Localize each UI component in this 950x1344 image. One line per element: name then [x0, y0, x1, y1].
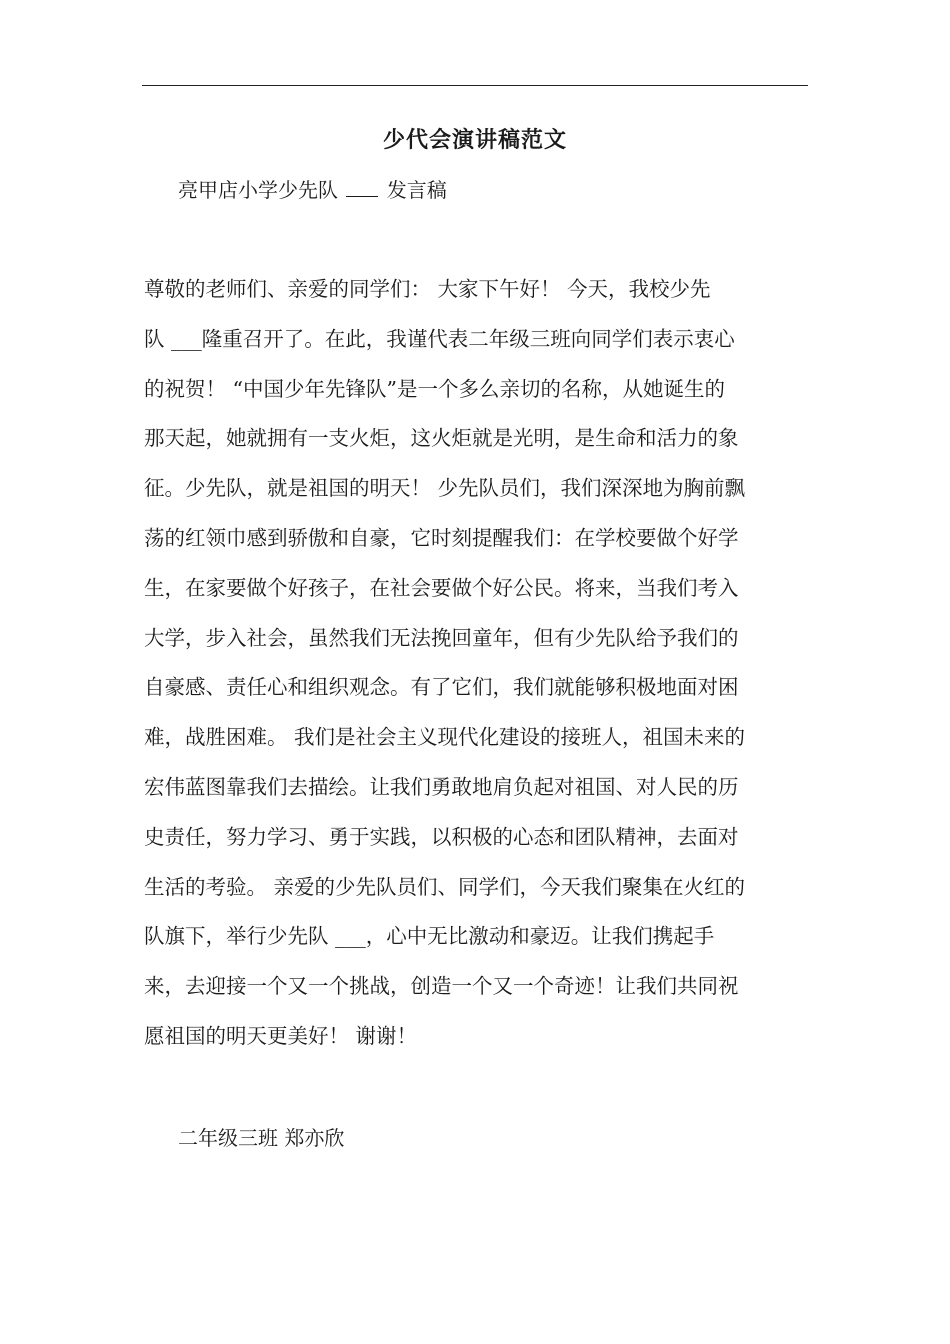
document-title: 少代会演讲稿范文 [382, 127, 567, 153]
speech-line: 愿祖国的明天更美好！ 谢谢！ [144, 1023, 418, 1048]
subtitle-blank [346, 178, 378, 197]
subtitle-prefix: 亮甲店小学少先队 [178, 178, 338, 202]
speech-line: 尊敬的老师们、亲爱的同学们： 大家下午好！ 今天，我校少先 [144, 277, 711, 301]
speech-line: 来，去迎接一个又一个挑战，创造一个又一个奇迹！让我们共同祝 [144, 974, 739, 999]
speech-line: 史责任，努力学习、勇于实践，以积极的心态和团队精神，去面对 [144, 824, 739, 849]
speech-line: 荡的红领巾感到骄傲和自豪，它时刻提醒我们：在学校要做个好学 [144, 525, 739, 550]
speech-line: 难，战胜困难。 我们是社会主义现代化建设的接班人，祖国未来的 [144, 725, 746, 750]
speech-line: 生活的考验。 亲爱的少先队员们、同学们，今天我们聚集在火红的 [144, 874, 746, 899]
speech-line: 那天起，她就拥有一支火炬，这火炬就是光明，是生命和活力的象 [144, 426, 739, 451]
signature: 二年级三班 郑亦欣 [178, 1126, 345, 1150]
header-rule [142, 85, 808, 86]
speech-line: 大学，步入社会，虽然我们无法挽回童年，但有少先队给予我们的 [144, 625, 739, 650]
speech-line: 队 ___隆重召开了。在此，我谨代表二年级三班向同学们表示衷心 [144, 326, 735, 351]
speech-line: 自豪感、责任心和组织观念。有了它们，我们就能够积极地面对困 [144, 675, 739, 700]
speech-line: 征。少先队，就是祖国的明天！ 少先队员们，我们深深地为胸前飘 [144, 476, 746, 501]
speech-line: 队旗下，举行少先队 ___，心中无比激动和豪迈。让我们携起手 [144, 924, 715, 949]
speech-body [144, 265, 809, 1062]
document-subtitle [178, 172, 447, 208]
speech-line: 生，在家要做个好孩子，在社会要做个好公民。将来，当我们考入 [144, 575, 739, 600]
speech-line: 宏伟蓝图靠我们去描绘。让我们勇敢地肩负起对祖国、对人民的历 [144, 774, 739, 799]
speech-line: 的祝贺！ “中国少年先锋队”是一个多么亲切的名称，从她诞生的 [144, 376, 725, 401]
subtitle-suffix: 发言稿 [386, 178, 447, 202]
